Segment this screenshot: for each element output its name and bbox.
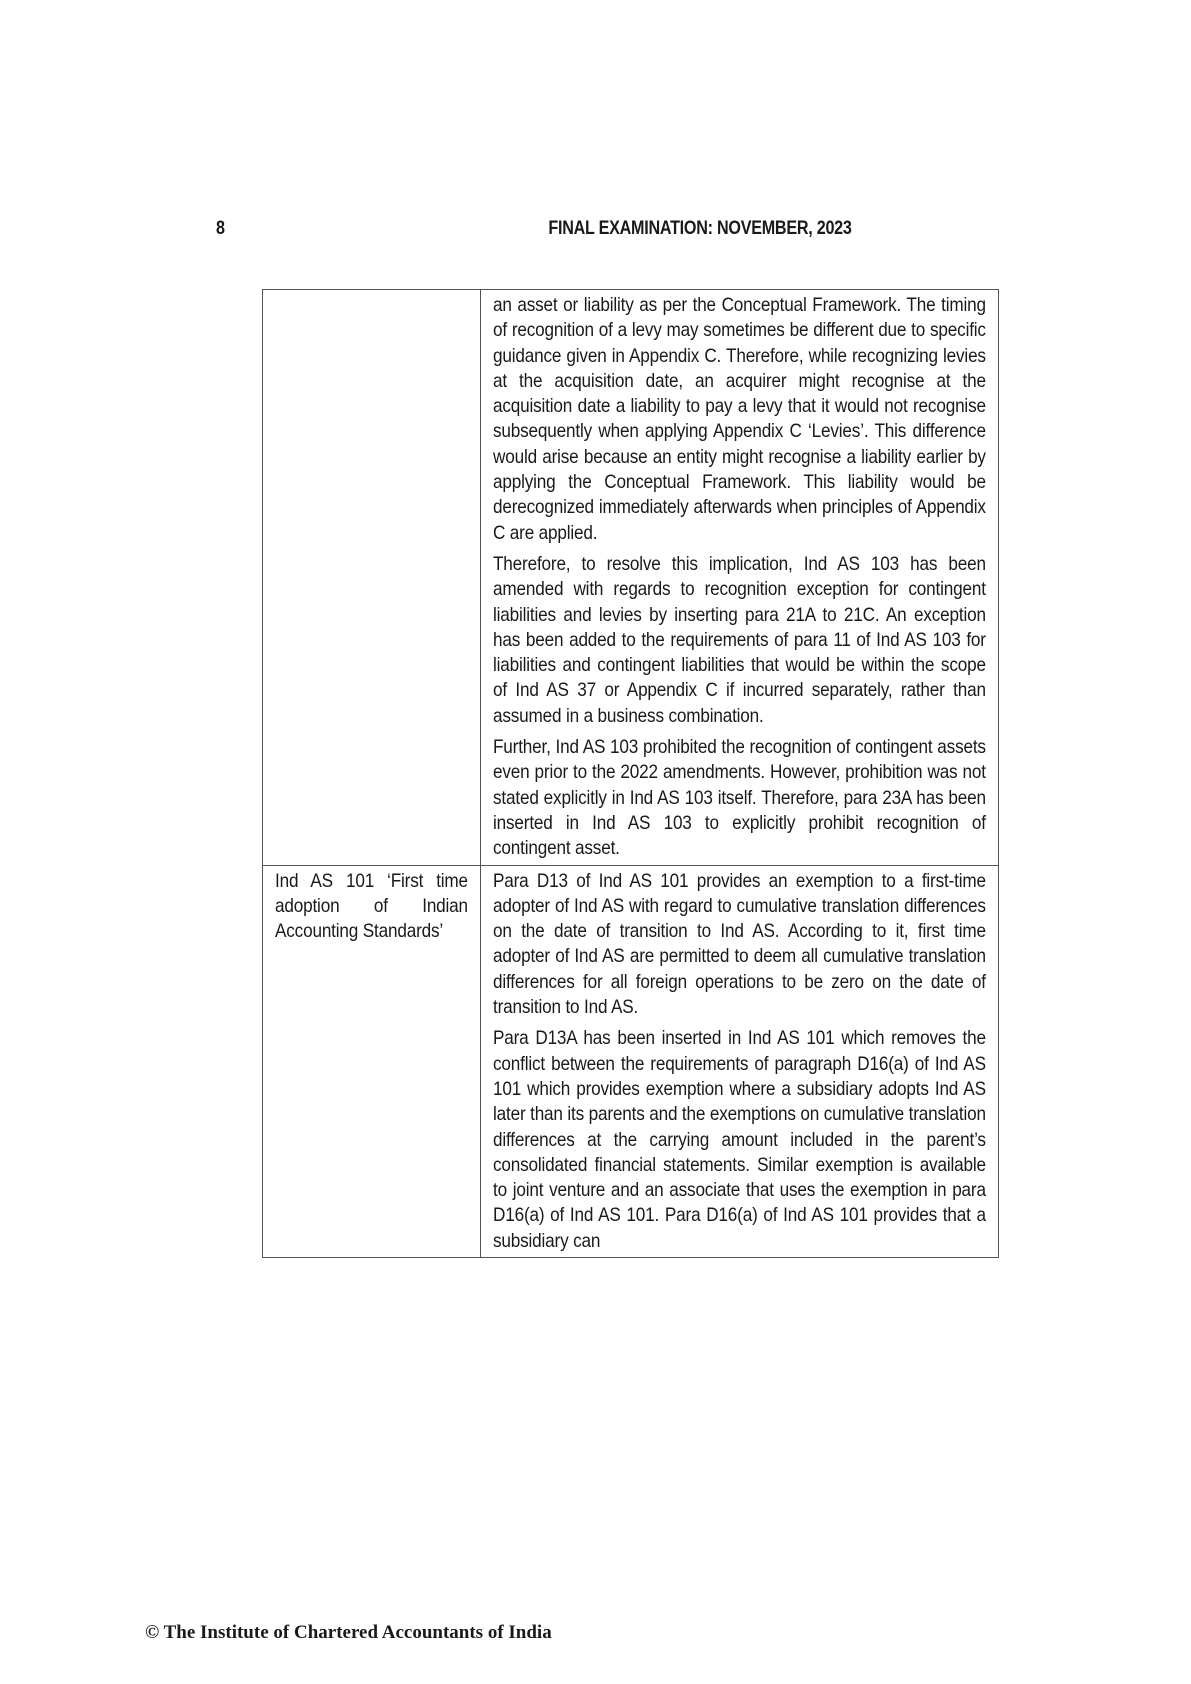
- table-row: [263, 865, 999, 1257]
- description-cell: [481, 290, 999, 866]
- running-header-title: FINAL EXAMINATION: NOVEMBER, 2023: [548, 218, 852, 239]
- copyright-footer: © The Institute of Chartered Accountants of India: [145, 1622, 552, 1643]
- standard-cell: [263, 290, 481, 866]
- description-paragraph: Therefore, to resolve this implication, Ind AS 103 has been amended with regards to recognition exception for contingent liabilities and levies by inserting para 21A to 21C. An exception has been added to the requirements of para 11 of Ind AS 103 for liabilities and contingent liabilities that would be within the scope of Ind AS 37 or Appendix C if incurred separately, rather than assumed in a business combination.: [493, 552, 986, 727]
- page-number: 8: [216, 218, 225, 239]
- amendments-table: [262, 289, 999, 1258]
- standard-cell: [263, 865, 481, 1257]
- description-cell: [481, 865, 999, 1257]
- table-row: [263, 290, 999, 866]
- description-paragraph: an asset or liability as per the Conceptual Framework. The timing of recognition of a levy may sometimes be different due to specific guidance given in Appendix C. Therefore, while recognizing levies at the acquisition date, an acquirer might recognise at the acquisition date a liability to pay a levy that it would not recognise subsequently when applying Appendix C ‘Levies’. This difference would arise because an entity might recognise a liability earlier by applying the Conceptual Framework. This liability would be derecognized immediately afterwards when principles of Appendix C are applied.: [493, 294, 986, 544]
- description-paragraph: Para D13A has been inserted in Ind AS 101 which removes the conflict between the requirements of paragraph D16(a) of Ind AS 101 which provides exemption where a subsidiary adopts Ind AS later than its parents and the exemptions on cumulative translation differences at the carrying amount included in the parent’s consolidated financial statements. Similar exemption is available to joint venture and an associate that uses the exemption in para D16(a) of Ind AS 101. Para D16(a) of Ind AS 101 provides that a subsidiary can: [493, 1027, 986, 1252]
- description-paragraph: Further, Ind AS 103 prohibited the recognition of contingent assets even prior to the 2022 amendments. However, prohibition was not stated explicitly in Ind AS 103 itself. Therefore, para 23A has been inserted in Ind AS 103 to explicitly prohibit recognition of contingent asset.: [493, 736, 986, 860]
- standard-label: Ind AS 101 ‘First time adoption of Indian Accounting Standards’: [275, 869, 468, 943]
- description-paragraph: Para D13 of Ind AS 101 provides an exemption to a first-time adopter of Ind AS with regard to cumulative translation differences on the date of transition to Ind AS. According to it, first time adopter of Ind AS are permitted to deem all cumulative translation differences for all foreign operations to be zero on the date of transition to Ind AS.: [493, 869, 986, 1019]
